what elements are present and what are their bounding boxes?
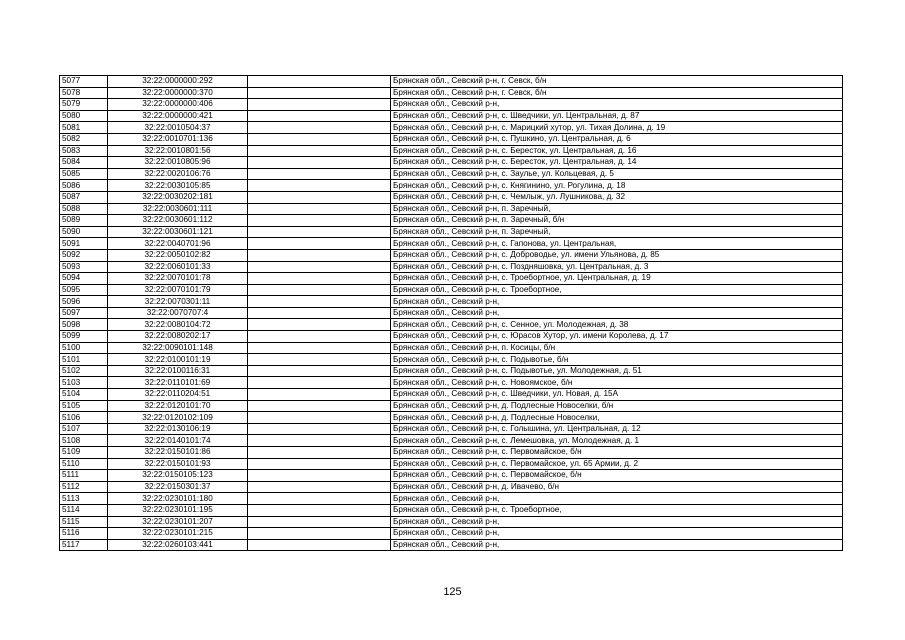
table-row bbox=[60, 447, 843, 459]
table-row bbox=[60, 110, 843, 122]
table-row bbox=[60, 99, 843, 111]
row-number-cell: 5095 bbox=[60, 284, 108, 296]
cadastral-number-cell: 32:22:0030601:121 bbox=[108, 226, 248, 238]
address-cell: Брянская обл., Севский р-н, с. Первомайское, б/н bbox=[391, 447, 843, 459]
cadastral-number-cell: 32:22:0090101:148 bbox=[108, 342, 248, 354]
empty-cell bbox=[248, 354, 391, 366]
empty-cell bbox=[248, 319, 391, 331]
empty-cell bbox=[248, 168, 391, 180]
address-cell: Брянская обл., Севский р-н, bbox=[391, 99, 843, 111]
empty-cell bbox=[248, 539, 391, 551]
table-row bbox=[60, 331, 843, 343]
table-row bbox=[60, 481, 843, 493]
cadastral-number-cell: 32:22:0150101:86 bbox=[108, 447, 248, 459]
row-number-cell: 5089 bbox=[60, 215, 108, 227]
empty-cell bbox=[248, 470, 391, 482]
cadastral-number-cell: 32:22:0230101:207 bbox=[108, 516, 248, 528]
empty-cell bbox=[248, 110, 391, 122]
address-cell: Брянская обл., Севский р-н, д. Подлесные Новоселки, bbox=[391, 412, 843, 424]
cadastral-number-cell: 32:22:0150301:37 bbox=[108, 481, 248, 493]
table-row bbox=[60, 249, 843, 261]
row-number-cell: 5099 bbox=[60, 331, 108, 343]
empty-cell bbox=[248, 528, 391, 540]
row-number-cell: 5092 bbox=[60, 249, 108, 261]
cadastral-number-cell: 32:22:0100116:31 bbox=[108, 365, 248, 377]
cadastral-number-cell: 32:22:0030601:111 bbox=[108, 203, 248, 215]
address-cell: Брянская обл., Севский р-н, с. Шведчики, ул. Новая, д. 15А bbox=[391, 389, 843, 401]
cadastral-number-cell: 32:22:0150105:123 bbox=[108, 470, 248, 482]
address-cell: Брянская обл., Севский р-н, с. Княгинино, ул. Рогулина, д. 18 bbox=[391, 180, 843, 192]
table-row bbox=[60, 400, 843, 412]
row-number-cell: 5110 bbox=[60, 458, 108, 470]
row-number-cell: 5082 bbox=[60, 133, 108, 145]
empty-cell bbox=[248, 447, 391, 459]
empty-cell bbox=[248, 284, 391, 296]
table-row bbox=[60, 458, 843, 470]
cadastral-number-cell: 32:22:0230101:195 bbox=[108, 504, 248, 516]
row-number-cell: 5084 bbox=[60, 157, 108, 169]
table-row bbox=[60, 273, 843, 285]
row-number-cell: 5088 bbox=[60, 203, 108, 215]
empty-cell bbox=[248, 389, 391, 401]
row-number-cell: 5117 bbox=[60, 539, 108, 551]
table-row bbox=[60, 307, 843, 319]
cadastral-number-cell: 32:22:0070707:4 bbox=[108, 307, 248, 319]
row-number-cell: 5107 bbox=[60, 423, 108, 435]
empty-cell bbox=[248, 331, 391, 343]
empty-cell bbox=[248, 504, 391, 516]
table-row bbox=[60, 389, 843, 401]
records-table bbox=[59, 75, 843, 551]
address-cell: Брянская обл., Севский р-н, с. Заулье, ул. Кольцевая, д. 5 bbox=[391, 168, 843, 180]
row-number-cell: 5077 bbox=[60, 76, 108, 88]
row-number-cell: 5079 bbox=[60, 99, 108, 111]
address-cell: Брянская обл., Севский р-н, с. Юрасов Хутор, ул. имени Королева, д. 17 bbox=[391, 331, 843, 343]
empty-cell bbox=[248, 273, 391, 285]
table-row bbox=[60, 539, 843, 551]
row-number-cell: 5102 bbox=[60, 365, 108, 377]
cadastral-number-cell: 32:22:0080104:72 bbox=[108, 319, 248, 331]
empty-cell bbox=[248, 226, 391, 238]
empty-cell bbox=[248, 249, 391, 261]
row-number-cell: 5103 bbox=[60, 377, 108, 389]
cadastral-number-cell: 32:22:0000000:370 bbox=[108, 87, 248, 99]
table-row bbox=[60, 203, 843, 215]
empty-cell bbox=[248, 157, 391, 169]
row-number-cell: 5096 bbox=[60, 296, 108, 308]
address-cell: Брянская обл., Севский р-н, с. Бересток, ул. Центральная, д. 14 bbox=[391, 157, 843, 169]
cadastral-number-cell: 32:22:0020106:76 bbox=[108, 168, 248, 180]
table-row bbox=[60, 238, 843, 250]
table-body bbox=[60, 76, 843, 551]
empty-cell bbox=[248, 493, 391, 505]
cadastral-number-cell: 32:22:0010805:96 bbox=[108, 157, 248, 169]
cadastral-number-cell: 32:22:0030105:85 bbox=[108, 180, 248, 192]
address-cell: Брянская обл., Севский р-н, г. Севск, б/н bbox=[391, 76, 843, 88]
empty-cell bbox=[248, 435, 391, 447]
table-row bbox=[60, 365, 843, 377]
row-number-cell: 5086 bbox=[60, 180, 108, 192]
table-row bbox=[60, 226, 843, 238]
table-row bbox=[60, 493, 843, 505]
table-row bbox=[60, 157, 843, 169]
empty-cell bbox=[248, 377, 391, 389]
table-row bbox=[60, 319, 843, 331]
empty-cell bbox=[248, 481, 391, 493]
table-row bbox=[60, 87, 843, 99]
table-row bbox=[60, 145, 843, 157]
cadastral-number-cell: 32:22:0060101:33 bbox=[108, 261, 248, 273]
row-number-cell: 5106 bbox=[60, 412, 108, 424]
row-number-cell: 5090 bbox=[60, 226, 108, 238]
row-number-cell: 5083 bbox=[60, 145, 108, 157]
address-cell: Брянская обл., Севский р-н, bbox=[391, 539, 843, 551]
address-cell: Брянская обл., Севский р-н, г. Севск, б/н bbox=[391, 87, 843, 99]
address-cell: Брянская обл., Севский р-н, bbox=[391, 307, 843, 319]
address-cell: Брянская обл., Севский р-н, с. Троебортное, bbox=[391, 284, 843, 296]
empty-cell bbox=[248, 180, 391, 192]
page-number: 125 bbox=[443, 586, 462, 598]
empty-cell bbox=[248, 238, 391, 250]
table-row bbox=[60, 377, 843, 389]
row-number-cell: 5113 bbox=[60, 493, 108, 505]
empty-cell bbox=[248, 87, 391, 99]
address-cell: Брянская обл., Севский р-н, с. Троебортное, ул. Центральная, д. 19 bbox=[391, 273, 843, 285]
cadastral-number-cell: 32:22:0000000:292 bbox=[108, 76, 248, 88]
address-cell: Брянская обл., Севский р-н, bbox=[391, 516, 843, 528]
empty-cell bbox=[248, 203, 391, 215]
row-number-cell: 5091 bbox=[60, 238, 108, 250]
empty-cell bbox=[248, 307, 391, 319]
row-number-cell: 5104 bbox=[60, 389, 108, 401]
row-number-cell: 5108 bbox=[60, 435, 108, 447]
row-number-cell: 5109 bbox=[60, 447, 108, 459]
address-cell: Брянская обл., Севский р-н, с. Лемешовка, ул. Молодежная, д. 1 bbox=[391, 435, 843, 447]
address-cell: Брянская обл., Севский р-н, с. Подывотье, б/н bbox=[391, 354, 843, 366]
empty-cell bbox=[248, 423, 391, 435]
table-row bbox=[60, 180, 843, 192]
table-row bbox=[60, 76, 843, 88]
cadastral-number-cell: 32:22:0010801:56 bbox=[108, 145, 248, 157]
address-cell: Брянская обл., Севский р-н, bbox=[391, 493, 843, 505]
empty-cell bbox=[248, 400, 391, 412]
address-cell: Брянская обл., Севский р-н, с. Троебортное, bbox=[391, 504, 843, 516]
cadastral-number-cell: 32:22:0040701:96 bbox=[108, 238, 248, 250]
table-row bbox=[60, 504, 843, 516]
cadastral-number-cell: 32:22:0230101:180 bbox=[108, 493, 248, 505]
empty-cell bbox=[248, 145, 391, 157]
address-cell: Брянская обл., Севский р-н, п. Заречный, bbox=[391, 203, 843, 215]
address-cell: Брянская обл., Севский р-н, с. Первомайское, б/н bbox=[391, 470, 843, 482]
table-row bbox=[60, 516, 843, 528]
cadastral-number-cell: 32:22:0050102:82 bbox=[108, 249, 248, 261]
empty-cell bbox=[248, 296, 391, 308]
cadastral-number-cell: 32:22:0120101:70 bbox=[108, 400, 248, 412]
table-row bbox=[60, 122, 843, 134]
empty-cell bbox=[248, 458, 391, 470]
address-cell: Брянская обл., Севский р-н, с. Марицкий хутор, ул. Тихая Долина, д. 19 bbox=[391, 122, 843, 134]
cadastral-number-cell: 32:22:0110204:51 bbox=[108, 389, 248, 401]
address-cell: Брянская обл., Севский р-н, bbox=[391, 528, 843, 540]
address-cell: Брянская обл., Севский р-н, с. Доброводье, ул. имени Ульянова, д. 85 bbox=[391, 249, 843, 261]
cadastral-number-cell: 32:22:0070101:78 bbox=[108, 273, 248, 285]
address-cell: Брянская обл., Севский р-н, с. Новоямское, б/н bbox=[391, 377, 843, 389]
table-row bbox=[60, 528, 843, 540]
cadastral-number-cell: 32:22:0230101:215 bbox=[108, 528, 248, 540]
row-number-cell: 5087 bbox=[60, 191, 108, 203]
address-cell: Брянская обл., Севский р-н, с. Пушкино, ул. Центральная, д. 6 bbox=[391, 133, 843, 145]
cadastral-number-cell: 32:22:0260103:441 bbox=[108, 539, 248, 551]
table-row bbox=[60, 354, 843, 366]
table-row bbox=[60, 296, 843, 308]
table-row bbox=[60, 435, 843, 447]
table-row bbox=[60, 284, 843, 296]
address-cell: Брянская обл., Севский р-н, с. Бересток, ул. Центральная, д. 16 bbox=[391, 145, 843, 157]
row-number-cell: 5078 bbox=[60, 87, 108, 99]
empty-cell bbox=[248, 342, 391, 354]
empty-cell bbox=[248, 516, 391, 528]
row-number-cell: 5100 bbox=[60, 342, 108, 354]
address-cell: Брянская обл., Севский р-н, с. Голышина, ул. Центральная, д. 12 bbox=[391, 423, 843, 435]
empty-cell bbox=[248, 76, 391, 88]
cadastral-number-cell: 32:22:0030601:112 bbox=[108, 215, 248, 227]
empty-cell bbox=[248, 215, 391, 227]
row-number-cell: 5098 bbox=[60, 319, 108, 331]
address-cell: Брянская обл., Севский р-н, с. Чемлыж, ул. Лушникова, д. 32 bbox=[391, 191, 843, 203]
address-cell: Брянская обл., Севский р-н, с. Подывотье, ул. Молодежная, д. 51 bbox=[391, 365, 843, 377]
table-row bbox=[60, 423, 843, 435]
address-cell: Брянская обл., Севский р-н, д. Подлесные Новоселки, б/н bbox=[391, 400, 843, 412]
table-row bbox=[60, 133, 843, 145]
address-cell: Брянская обл., Севский р-н, п. Косицы, б/н bbox=[391, 342, 843, 354]
row-number-cell: 5094 bbox=[60, 273, 108, 285]
table-row bbox=[60, 412, 843, 424]
cadastral-number-cell: 32:22:0070301:11 bbox=[108, 296, 248, 308]
row-number-cell: 5080 bbox=[60, 110, 108, 122]
row-number-cell: 5105 bbox=[60, 400, 108, 412]
address-cell: Брянская обл., Севский р-н, с. Сенное, ул. Молодежная, д. 38 bbox=[391, 319, 843, 331]
cadastral-number-cell: 32:22:0000000:421 bbox=[108, 110, 248, 122]
address-cell: Брянская обл., Севский р-н, bbox=[391, 296, 843, 308]
address-cell: Брянская обл., Севский р-н, п. Заречный, bbox=[391, 226, 843, 238]
row-number-cell: 5111 bbox=[60, 470, 108, 482]
row-number-cell: 5085 bbox=[60, 168, 108, 180]
table-row bbox=[60, 215, 843, 227]
cadastral-number-cell: 32:22:0080202:17 bbox=[108, 331, 248, 343]
address-cell: Брянская обл., Севский р-н, с. Поздняшовка, ул. Центральная, д. 3 bbox=[391, 261, 843, 273]
row-number-cell: 5114 bbox=[60, 504, 108, 516]
cadastral-number-cell: 32:22:0010504:37 bbox=[108, 122, 248, 134]
empty-cell bbox=[248, 133, 391, 145]
row-number-cell: 5081 bbox=[60, 122, 108, 134]
address-cell: Брянская обл., Севский р-н, с. Шведчики, ул. Центральная, д. 87 bbox=[391, 110, 843, 122]
empty-cell bbox=[248, 191, 391, 203]
row-number-cell: 5101 bbox=[60, 354, 108, 366]
empty-cell bbox=[248, 261, 391, 273]
empty-cell bbox=[248, 99, 391, 111]
empty-cell bbox=[248, 412, 391, 424]
cadastral-number-cell: 32:22:0010701:136 bbox=[108, 133, 248, 145]
cadastral-number-cell: 32:22:0120102:109 bbox=[108, 412, 248, 424]
row-number-cell: 5116 bbox=[60, 528, 108, 540]
cadastral-number-cell: 32:22:0130106:19 bbox=[108, 423, 248, 435]
cadastral-number-cell: 32:22:0150101:93 bbox=[108, 458, 248, 470]
row-number-cell: 5093 bbox=[60, 261, 108, 273]
cadastral-number-cell: 32:22:0110101:69 bbox=[108, 377, 248, 389]
cadastral-number-cell: 32:22:0030202:181 bbox=[108, 191, 248, 203]
row-number-cell: 5097 bbox=[60, 307, 108, 319]
address-cell: Брянская обл., Севский р-н, п. Заречный, б/н bbox=[391, 215, 843, 227]
cadastral-number-cell: 32:22:0000000:406 bbox=[108, 99, 248, 111]
address-cell: Брянская обл., Севский р-н, с. Первомайское, ул. 65 Армии, д. 2 bbox=[391, 458, 843, 470]
table-row bbox=[60, 191, 843, 203]
table-row bbox=[60, 470, 843, 482]
table-row bbox=[60, 168, 843, 180]
table-row bbox=[60, 261, 843, 273]
row-number-cell: 5112 bbox=[60, 481, 108, 493]
address-cell: Брянская обл., Севский р-н, с. Гапонова, ул. Центральная, bbox=[391, 238, 843, 250]
empty-cell bbox=[248, 122, 391, 134]
cadastral-number-cell: 32:22:0070101:79 bbox=[108, 284, 248, 296]
row-number-cell: 5115 bbox=[60, 516, 108, 528]
cadastral-number-cell: 32:22:0140101:74 bbox=[108, 435, 248, 447]
address-cell: Брянская обл., Севский р-н, д. Ивачево, б/н bbox=[391, 481, 843, 493]
cadastral-number-cell: 32:22:0100101:19 bbox=[108, 354, 248, 366]
empty-cell bbox=[248, 365, 391, 377]
table-row bbox=[60, 342, 843, 354]
